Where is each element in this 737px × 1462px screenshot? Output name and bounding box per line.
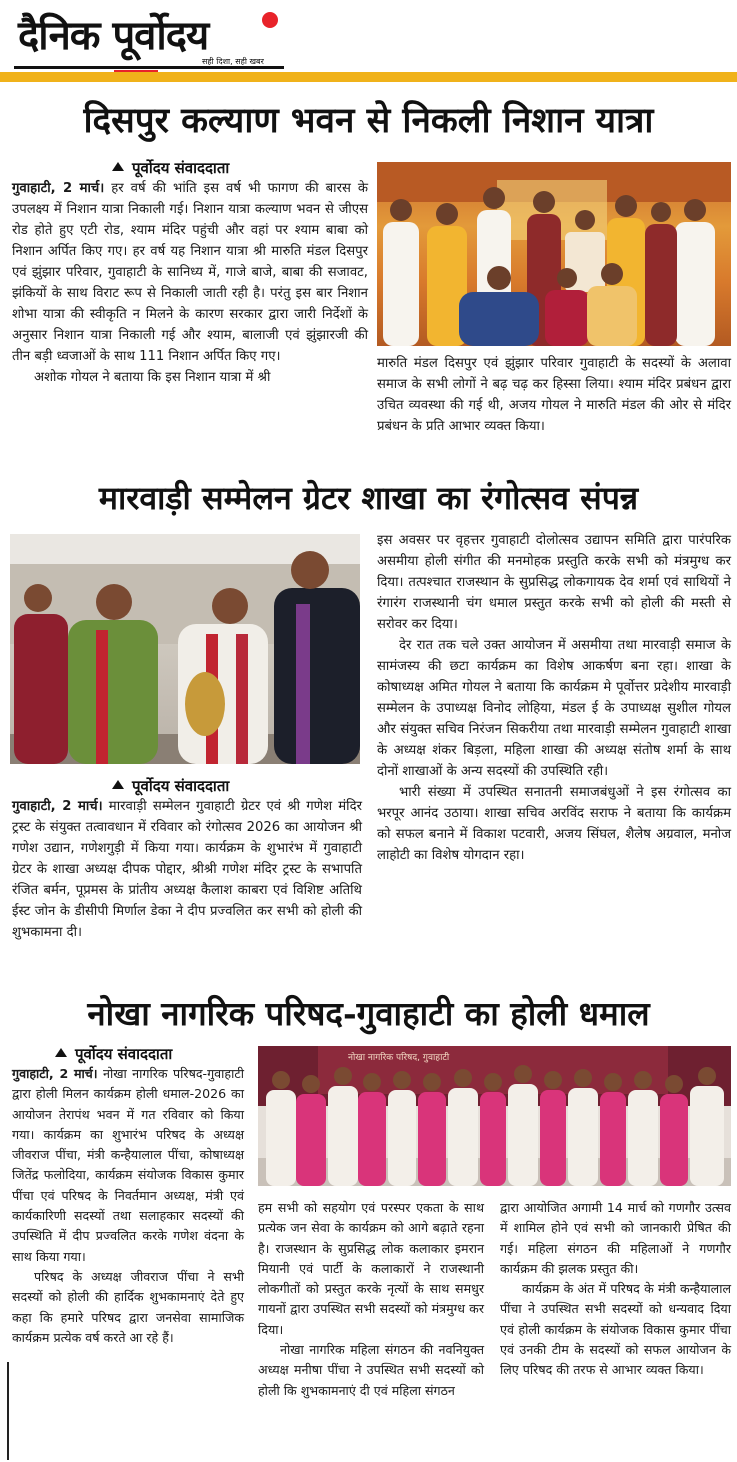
triangle-icon — [112, 780, 124, 789]
article-3-column-3 — [500, 1198, 731, 1381]
paragraph-text: नोखा नागरिक परिषद-गुवाहाटी द्वारा होली मिलन कार्यक्रम होली धमाल-2026 का आयोजन तेरापंथ भवन में गत रविवार को किया गया। कार्यक्रम का शुभारंभ परिषद के अध्यक्ष जीवराज पींचा, मंत्री कन्हैयालाल पींचा, कोषाध्यक्ष जितेंद्र फलोदिया, कार्यक्रम संयोजक विकास कुमार पींचा एवं परिषद के निवर्तमान अध्यक्ष, मंत्री एवं कार्यकारिणी सदस्यों तथा सलाहकार सदस्यों की उपस्थिति में दीप प्रज्वलित करके गणेश वंदना के साथ किया गया। — [12, 1066, 244, 1264]
group-photo-icon — [258, 1046, 731, 1186]
paragraph: इस अवसर पर वृहत्तर गुवाहाटी दोलोत्सव उद्यापन समिति द्वारा पारंपरिक असमीया होली संगीत की मनमोहक प्रस्तुति करके सभी को मंत्रमुग्ध कर दिया। तत्पश्चात राजस्थान के सुप्रसिद्ध लोकगायक देव शर्मा एवं साथियों ने रंगारंग राजस्थानी चंग धमाल प्रस्तुत करके सभी को होली की मस्ती से सरोवर कर दिया। — [377, 533, 731, 632]
column-rule — [7, 1362, 9, 1460]
header-band — [0, 72, 737, 82]
paragraph: मारुति मंडल दिसपुर एवं झुंझार परिवार गुवाहाटी के सदस्यों के अलावा समाज के सभी लोगों ने बढ़ चढ़ कर हिस्सा लिया। श्याम मंदिर प्रबंधन द्वारा उचित व्यवस्था की गई थी, अजय गोयल ने मारुति मंडल की ओर से मंदिर प्रबंधन के प्रति आभार व्यक्त किया। — [377, 356, 731, 434]
byline-text: पूर्वोदय संवाददाता — [75, 1045, 173, 1063]
paragraph — [12, 796, 362, 943]
article-2-headline: मारवाड़ी सम्मेलन ग्रेटर शाखा का रंगोत्सव संपन्न — [98, 479, 639, 517]
paragraph: भारी संख्या में उपस्थित सनातनी समाजबंधुओं ने इस रंगोत्सव का भरपूर आनंद उठाया। शाखा सचिव अरविंद सराफ ने बताया कि कार्यक्रम को सफल बनाने में विकाश पटवारी, अजय सिंघल, शैलेष अग्रवाल, मनोज लाहोटी का विशेष योगदान रहा। — [377, 785, 731, 863]
article-1-byline — [112, 158, 229, 178]
paragraph: कार्यक्रम के अंत में परिषद के मंत्री कन्हैयालाल पींचा ने उपस्थित सभी सदस्यों को धन्यवाद दिया एवं होली कार्यक्रम के संयोजक विकास कुमार पींचा एवं उनकी टीम के सदस्यों को सफल आयोजन के लिए परिषद की तरफ से आभार व्यक्त किया। — [500, 1281, 731, 1378]
article-2-right-column — [377, 530, 731, 866]
article-3-column-2 — [258, 1198, 484, 1401]
paragraph: द्वारा आयोजित अगामी 14 मार्च को गणगौर उत्सव में शामिल होने एवं सभी को जानकारी प्रेषित की गई। महिला संगठन की महिलाओं ने गणगौर कार्यक्रम की झलक प्रस्तुत की। — [500, 1200, 731, 1276]
paragraph: हम सभी को सहयोग एवं परस्पर एकता के साथ प्रत्येक जन सेवा के कार्यक्रम को आगे बढ़ाते रहना है। राजस्थान के सुप्रसिद्ध लोक कलाकार इमरान मियानी एवं पार्टी के कलाकारों ने राजस्थानी लोकगीतों को प्रस्तुत करके नृत्यों के साथ समधुर गायनों द्वारा उपस्थित सभी सदस्यों को मंत्रमुग्ध कर दिया। — [258, 1200, 484, 1337]
paragraph: परिषद के अध्यक्ष जीवराज पींचा ने सभी सदस्यों को होली की हार्दिक शुभकामनाएं देते हुए कहा कि हमारे परिषद द्वारा जनसेवा सामाजिक कार्यक्रम प्रत्येक वर्ष करते आ रहे हैं। — [12, 1268, 244, 1345]
logo-dot-icon — [262, 12, 278, 28]
article-3-byline — [55, 1044, 172, 1064]
triangle-icon — [112, 162, 124, 171]
paragraph-text: हर वर्ष की भांति इस वर्ष भी फागण की बारस के उपलक्ष्य में निशान यात्रा निकाली गई। निशान यात्रा कल्याण भवन से जीएस रोड होते हुए एटी रोड, श्याम मंदिर पहुंची और वहां पर श्याम बाबा को निशान अर्पित किए गए। हर वर्ष यह निशान यात्रा श्री मारुति मंडल दिसपुर एवं झुंझार परिवार, गुवाहाटी के सानिध्य में, गाजे बाजे, बाबा की सजावट, झंकियों के साथ विराट रूप से निकाली जाती रही है। परंतु इस बार निशान शोभा यात्रा की स्वीकृति न मिलने के कारण सरकार द्वारा जारी निर्देशों के अनुसार निशान यात्रा निकाली गई और श्याम, बालाजी एवं झुंझारजी की तीन बड़ी ध्वजाओं के साथ 111 निशान अर्पित किए गए। — [12, 181, 368, 364]
byline-text: पूर्वोदय संवाददाता — [132, 777, 230, 795]
article-2-left-column — [12, 796, 362, 943]
paragraph: नोखा नागरिक महिला संगठन की नवनियुक्त अध्यक्ष मनीषा पींचा ने उपस्थित सभी सदस्यों को होली कि शुभकामनाएं दी एवं महिला संगठन — [258, 1342, 484, 1398]
paragraph-text: मारवाड़ी सम्मेलन गुवाहाटी ग्रेटर एवं श्री गणेश मंदिर ट्रस्ट के संयुक्त तत्वावधान में रविवार को रंगोत्सव 2026 का आयोजन श्री गणेश उद्यान, गणेशगुड़ी में किया गया। कार्यक्रम के शुभारंभ में गुवाहाटी ग्रेटर के शाखा अध्यक्ष दीपक पोद्दार, श्रीश्री गणेश मंदिर ट्रस्ट के सभापति रंजित बर्मन, पूप्रमस के प्रांतीय अध्यक्ष कैलाश काबरा एवं विशिष्ट अतिथि ईस्ट जोन के डीसीपी मिर्णाल डेका ने दीप प्रज्वलित कर सभी को होली की शुभकामना दी। — [12, 799, 362, 940]
article-1-right-column — [377, 353, 731, 437]
dateline: गुवाहाटी, 2 मार्च। — [12, 1066, 98, 1081]
tagline: सही दिशा, सही खबर — [202, 57, 264, 66]
felicitation-photo-icon — [10, 534, 360, 764]
article-1-left-column — [12, 178, 368, 388]
photo-banner-text: नोखा नागरिक परिषद, गुवाहाटी — [348, 1053, 450, 1063]
triangle-icon — [55, 1048, 67, 1057]
paragraph: अशोक गोयल ने बताया कि इस निशान यात्रा में श्री — [34, 370, 271, 385]
paragraph: देर रात तक चले उक्त आयोजन में असमीया तथा मारवाड़ी समाज के सामंजस्य की छटा कार्यक्रम का विशेष आकर्षण बना रहा। शाखा के कोषाध्यक्ष अमित गोयल ने बताया कि कार्यक्रम मे पूर्वोत्तर प्रदेशीय मारवाड़ी सम्मेलन के उपाध्यक्ष विनोद लोहिया, मंडल ई के उपाध्यक्ष सुशील गोयल और संयुक्त सचिव निरंजन सिकरीया तथा मारवाड़ी सम्मेलन गुवाहाटी शाखा के अध्यक्ष शंकर बिड़ला, महिला शाखा की अध्यक्ष संतोष शर्मा के साथ दोनों शाखाओं के अन्य सदस्यों की उपस्थिति रही। — [377, 638, 731, 779]
paragraph — [12, 178, 368, 367]
dateline: गुवाहाटी, 2 मार्च। — [12, 181, 105, 196]
article-2-photo — [10, 534, 360, 764]
article-3-column-1 — [12, 1064, 244, 1348]
masthead — [0, 0, 737, 82]
group-photo-icon — [377, 162, 731, 346]
paragraph — [12, 1064, 244, 1267]
article-3-photo — [258, 1046, 731, 1186]
dateline: गुवाहाटी, 2 मार्च। — [12, 799, 103, 814]
newspaper-logo: दैनिक पूर्वोदय — [18, 12, 209, 59]
article-2-byline — [112, 776, 229, 796]
article-3-headline: नोखा नागरिक परिषद-गुवाहाटी का होली धमाल — [87, 994, 650, 1033]
byline-text: पूर्वोदय संवाददाता — [132, 159, 230, 177]
article-1-photo — [377, 162, 731, 346]
article-1-headline: दिसपुर कल्याण भवन से निकली निशान यात्रा — [83, 100, 654, 141]
